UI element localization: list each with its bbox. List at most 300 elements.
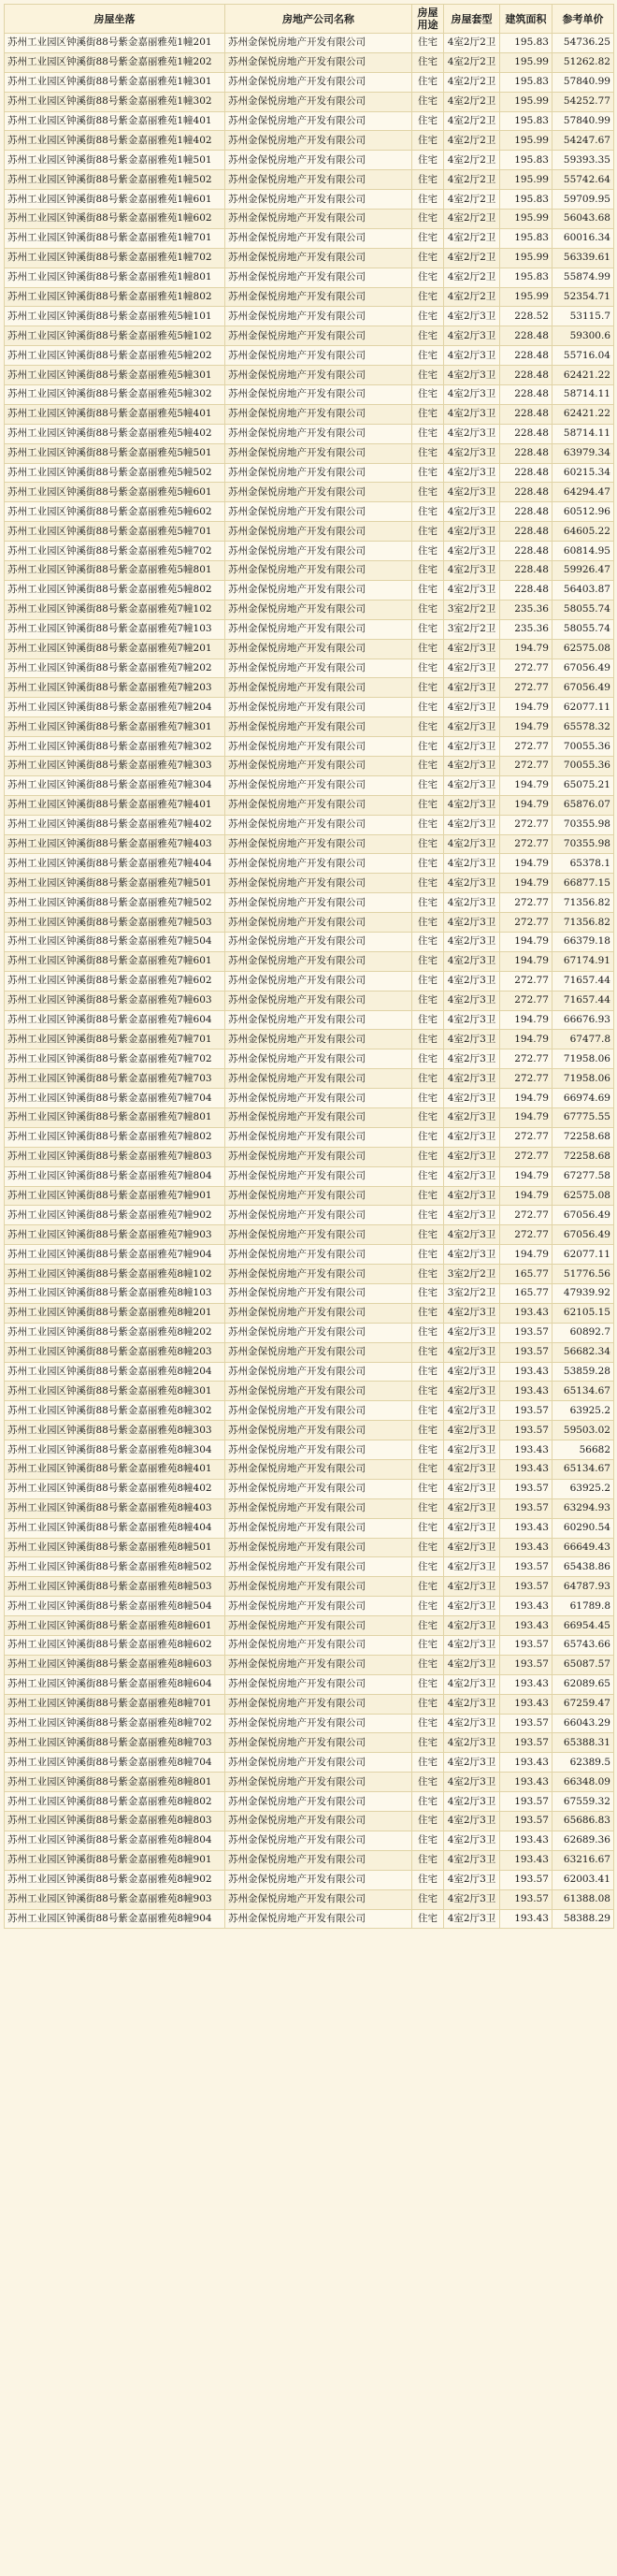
cell-layout: 4室2厅3卫 — [444, 443, 500, 463]
table-row — [5, 483, 614, 502]
table-row — [5, 1597, 614, 1616]
cell-company: 苏州金保悦房地产开发有限公司 — [225, 1889, 412, 1909]
cell-address: 苏州工业园区钟溪街88号紫金嘉丽雅苑8幢403 — [5, 1498, 225, 1518]
cell-unit-price: 62575.08 — [552, 639, 614, 658]
cell-usage: 住宅 — [412, 1616, 444, 1636]
cell-layout: 4室2厅3卫 — [444, 951, 500, 971]
cell-unit-price: 66954.45 — [552, 1616, 614, 1636]
cell-layout: 4室2厅3卫 — [444, 1538, 500, 1557]
cell-layout: 4室2厅3卫 — [444, 522, 500, 542]
cell-company: 苏州金保悦房地产开发有限公司 — [225, 658, 412, 678]
table-row — [5, 698, 614, 717]
cell-company: 苏州金保悦房地产开发有限公司 — [225, 170, 412, 190]
cell-usage: 住宅 — [412, 678, 444, 698]
cell-layout: 4室2厅3卫 — [444, 1557, 500, 1577]
cell-unit-price: 62421.22 — [552, 366, 614, 385]
cell-unit-price: 62077.11 — [552, 1245, 614, 1265]
cell-address: 苏州工业园区钟溪街88号紫金嘉丽雅苑7幢903 — [5, 1225, 225, 1245]
cell-company: 苏州金保悦房地产开发有限公司 — [225, 971, 412, 991]
cell-layout: 4室2厅2卫 — [444, 287, 500, 307]
cell-area: 195.99 — [500, 170, 552, 190]
cell-usage: 住宅 — [412, 502, 444, 522]
cell-unit-price: 71958.06 — [552, 1049, 614, 1069]
cell-address: 苏州工业园区钟溪街88号紫金嘉丽雅苑7幢301 — [5, 717, 225, 737]
table-row — [5, 600, 614, 619]
cell-usage: 住宅 — [412, 600, 444, 619]
cell-unit-price: 63216.67 — [552, 1850, 614, 1870]
cell-usage: 住宅 — [412, 1577, 444, 1597]
cell-address: 苏州工业园区钟溪街88号紫金嘉丽雅苑8幢802 — [5, 1792, 225, 1812]
cell-address: 苏州工业园区钟溪街88号紫金嘉丽雅苑7幢603 — [5, 991, 225, 1010]
cell-company: 苏州金保悦房地产开发有限公司 — [225, 1773, 412, 1792]
cell-address: 苏州工业园区钟溪街88号紫金嘉丽雅苑7幢704 — [5, 1089, 225, 1108]
cell-area: 193.43 — [500, 1538, 552, 1557]
cell-address: 苏州工业园区钟溪街88号紫金嘉丽雅苑5幢702 — [5, 542, 225, 561]
cell-address: 苏州工业园区钟溪街88号紫金嘉丽雅苑8幢901 — [5, 1850, 225, 1870]
table-row — [5, 228, 614, 248]
cell-area: 193.57 — [500, 1557, 552, 1577]
cell-unit-price: 60290.54 — [552, 1518, 614, 1538]
cell-address: 苏州工业园区钟溪街88号紫金嘉丽雅苑8幢502 — [5, 1557, 225, 1577]
cell-address: 苏州工业园区钟溪街88号紫金嘉丽雅苑1幢801 — [5, 268, 225, 287]
cell-usage: 住宅 — [412, 1674, 444, 1694]
cell-unit-price: 53115.7 — [552, 307, 614, 326]
cell-company: 苏州金保悦房地产开发有限公司 — [225, 522, 412, 542]
table-row — [5, 561, 614, 581]
cell-usage: 住宅 — [412, 1186, 444, 1206]
cell-address: 苏州工业园区钟溪街88号紫金嘉丽雅苑1幢701 — [5, 228, 225, 248]
cell-layout: 4室2厅2卫 — [444, 111, 500, 131]
cell-address: 苏州工业园区钟溪街88号紫金嘉丽雅苑5幢602 — [5, 502, 225, 522]
cell-usage: 住宅 — [412, 1225, 444, 1245]
cell-address: 苏州工业园区钟溪街88号紫金嘉丽雅苑7幢504 — [5, 932, 225, 951]
cell-area: 195.83 — [500, 34, 552, 53]
cell-usage: 住宅 — [412, 385, 444, 405]
cell-unit-price: 65876.07 — [552, 795, 614, 815]
cell-area: 195.99 — [500, 92, 552, 111]
cell-unit-price: 63294.93 — [552, 1498, 614, 1518]
table-row — [5, 1714, 614, 1733]
cell-usage: 住宅 — [412, 1753, 444, 1773]
cell-address: 苏州工业园区钟溪街88号紫金嘉丽雅苑8幢903 — [5, 1889, 225, 1909]
cell-layout: 4室2厅3卫 — [444, 1792, 500, 1812]
cell-company: 苏州金保悦房地产开发有限公司 — [225, 1010, 412, 1030]
cell-usage: 住宅 — [412, 971, 444, 991]
header-unit-price: 参考单价 — [552, 5, 614, 34]
table-row — [5, 52, 614, 72]
cell-area: 228.48 — [500, 463, 552, 483]
cell-area: 228.52 — [500, 307, 552, 326]
cell-area: 193.57 — [500, 1421, 552, 1440]
cell-unit-price: 63925.2 — [552, 1479, 614, 1498]
cell-unit-price: 65686.83 — [552, 1812, 614, 1831]
header-row — [5, 5, 614, 34]
cell-usage: 住宅 — [412, 1479, 444, 1498]
cell-layout: 4室2厅2卫 — [444, 170, 500, 190]
cell-address: 苏州工业园区钟溪街88号紫金嘉丽雅苑7幢901 — [5, 1186, 225, 1206]
cell-layout: 4室2厅2卫 — [444, 210, 500, 229]
cell-address: 苏州工业园区钟溪街88号紫金嘉丽雅苑8幢401 — [5, 1460, 225, 1480]
cell-company: 苏州金保悦房地产开发有限公司 — [225, 1597, 412, 1616]
cell-company: 苏州金保悦房地产开发有限公司 — [225, 210, 412, 229]
cell-address: 苏州工业园区钟溪街88号紫金嘉丽雅苑5幢101 — [5, 307, 225, 326]
cell-unit-price: 65075.21 — [552, 775, 614, 795]
table-row — [5, 1147, 614, 1166]
cell-layout: 4室2厅3卫 — [444, 1733, 500, 1753]
cell-usage: 住宅 — [412, 619, 444, 639]
cell-address: 苏州工业园区钟溪街88号紫金嘉丽雅苑5幢102 — [5, 326, 225, 346]
cell-unit-price: 58714.11 — [552, 424, 614, 443]
cell-unit-price: 67259.47 — [552, 1694, 614, 1714]
cell-layout: 4室2厅3卫 — [444, 1694, 500, 1714]
cell-usage: 住宅 — [412, 1166, 444, 1186]
cell-company: 苏州金保悦房地产开发有限公司 — [225, 1127, 412, 1147]
cell-company: 苏州金保悦房地产开发有限公司 — [225, 775, 412, 795]
cell-layout: 4室2厅3卫 — [444, 1498, 500, 1518]
table-body — [5, 34, 614, 1929]
cell-unit-price: 65438.86 — [552, 1557, 614, 1577]
cell-area: 193.43 — [500, 1909, 552, 1929]
cell-layout: 4室2厅3卫 — [444, 1382, 500, 1401]
cell-address: 苏州工业园区钟溪街88号紫金嘉丽雅苑8幢703 — [5, 1733, 225, 1753]
table-row — [5, 1577, 614, 1597]
cell-usage: 住宅 — [412, 1733, 444, 1753]
cell-company: 苏州金保悦房地产开发有限公司 — [225, 1909, 412, 1929]
cell-usage: 住宅 — [412, 874, 444, 893]
cell-unit-price: 62077.11 — [552, 698, 614, 717]
cell-usage: 住宅 — [412, 913, 444, 933]
cell-layout: 4室2厅3卫 — [444, 1166, 500, 1186]
cell-company: 苏州金保悦房地产开发有限公司 — [225, 1714, 412, 1733]
table-row — [5, 1303, 614, 1323]
cell-layout: 4室2厅3卫 — [444, 874, 500, 893]
cell-layout: 4室2厅3卫 — [444, 1010, 500, 1030]
table-row — [5, 522, 614, 542]
cell-company: 苏州金保悦房地产开发有限公司 — [225, 678, 412, 698]
cell-unit-price: 66649.43 — [552, 1538, 614, 1557]
table-row — [5, 1850, 614, 1870]
table-row — [5, 131, 614, 151]
cell-layout: 4室2厅3卫 — [444, 580, 500, 600]
cell-unit-price: 65378.1 — [552, 854, 614, 874]
cell-area: 272.77 — [500, 815, 552, 834]
cell-company: 苏州金保悦房地产开发有限公司 — [225, 1362, 412, 1382]
cell-layout: 4室2厅3卫 — [444, 1421, 500, 1440]
cell-area: 193.43 — [500, 1753, 552, 1773]
table-row — [5, 424, 614, 443]
cell-address: 苏州工业园区钟溪街88号紫金嘉丽雅苑8幢301 — [5, 1382, 225, 1401]
cell-layout: 4室2厅3卫 — [444, 1323, 500, 1342]
cell-area: 193.43 — [500, 1831, 552, 1850]
table-row — [5, 1166, 614, 1186]
cell-area: 272.77 — [500, 1225, 552, 1245]
cell-area: 228.48 — [500, 542, 552, 561]
cell-area: 193.57 — [500, 1792, 552, 1812]
cell-unit-price: 66043.29 — [552, 1714, 614, 1733]
cell-layout: 4室2厅3卫 — [444, 1616, 500, 1636]
cell-address: 苏州工业园区钟溪街88号紫金嘉丽雅苑7幢302 — [5, 737, 225, 757]
table-row — [5, 502, 614, 522]
cell-unit-price: 67277.58 — [552, 1166, 614, 1186]
cell-address: 苏州工业园区钟溪街88号紫金嘉丽雅苑7幢601 — [5, 951, 225, 971]
cell-unit-price: 71958.06 — [552, 1069, 614, 1089]
cell-company: 苏州金保悦房地产开发有限公司 — [225, 698, 412, 717]
cell-usage: 住宅 — [412, 1870, 444, 1889]
table-row — [5, 1186, 614, 1206]
cell-company: 苏州金保悦房地产开发有限公司 — [225, 1107, 412, 1127]
cell-address: 苏州工业园区钟溪街88号紫金嘉丽雅苑7幢604 — [5, 1010, 225, 1030]
cell-layout: 4室2厅3卫 — [444, 1889, 500, 1909]
cell-layout: 4室2厅3卫 — [444, 795, 500, 815]
table-row — [5, 874, 614, 893]
cell-area: 194.79 — [500, 932, 552, 951]
cell-usage: 住宅 — [412, 228, 444, 248]
cell-area: 272.77 — [500, 1049, 552, 1069]
cell-company: 苏州金保悦房地产开发有限公司 — [225, 463, 412, 483]
cell-usage: 住宅 — [412, 737, 444, 757]
cell-address: 苏州工业园区钟溪街88号紫金嘉丽雅苑5幢701 — [5, 522, 225, 542]
cell-layout: 3室2厅2卫 — [444, 1265, 500, 1284]
cell-usage: 住宅 — [412, 111, 444, 131]
cell-usage: 住宅 — [412, 580, 444, 600]
cell-usage: 住宅 — [412, 1636, 444, 1656]
cell-layout: 4室2厅3卫 — [444, 1107, 500, 1127]
cell-company: 苏州金保悦房地产开发有限公司 — [225, 385, 412, 405]
cell-layout: 4室2厅3卫 — [444, 1147, 500, 1166]
cell-usage: 住宅 — [412, 346, 444, 366]
cell-address: 苏州工业园区钟溪街88号紫金嘉丽雅苑8幢602 — [5, 1636, 225, 1656]
table-row — [5, 932, 614, 951]
cell-area: 193.57 — [500, 1733, 552, 1753]
cell-area: 194.79 — [500, 1107, 552, 1127]
cell-usage: 住宅 — [412, 834, 444, 854]
cell-company: 苏州金保悦房地产开发有限公司 — [225, 1206, 412, 1225]
table-row — [5, 1010, 614, 1030]
cell-company: 苏州金保悦房地产开发有限公司 — [225, 111, 412, 131]
cell-usage: 住宅 — [412, 1812, 444, 1831]
cell-unit-price: 65134.67 — [552, 1382, 614, 1401]
cell-area: 193.43 — [500, 1362, 552, 1382]
cell-company: 苏州金保悦房地产开发有限公司 — [225, 542, 412, 561]
table-row — [5, 34, 614, 53]
cell-layout: 4室2厅3卫 — [444, 1812, 500, 1831]
cell-unit-price: 64605.22 — [552, 522, 614, 542]
table-row — [5, 1382, 614, 1401]
cell-company: 苏州金保悦房地产开发有限公司 — [225, 1245, 412, 1265]
cell-unit-price: 66877.15 — [552, 874, 614, 893]
header-address: 房屋坐落 — [5, 5, 225, 34]
table-row — [5, 1674, 614, 1694]
cell-area: 228.48 — [500, 424, 552, 443]
cell-address: 苏州工业园区钟溪街88号紫金嘉丽雅苑5幢301 — [5, 366, 225, 385]
cell-company: 苏州金保悦房地产开发有限公司 — [225, 1636, 412, 1656]
cell-unit-price: 71657.44 — [552, 971, 614, 991]
cell-area: 228.48 — [500, 522, 552, 542]
cell-company: 苏州金保悦房地产开发有限公司 — [225, 1049, 412, 1069]
cell-usage: 住宅 — [412, 951, 444, 971]
table-row — [5, 1265, 614, 1284]
cell-usage: 住宅 — [412, 854, 444, 874]
cell-area: 194.79 — [500, 874, 552, 893]
cell-unit-price: 67056.49 — [552, 1206, 614, 1225]
cell-usage: 住宅 — [412, 366, 444, 385]
cell-address: 苏州工业园区钟溪街88号紫金嘉丽雅苑7幢902 — [5, 1206, 225, 1225]
cell-company: 苏州金保悦房地产开发有限公司 — [225, 1831, 412, 1850]
cell-unit-price: 63925.2 — [552, 1401, 614, 1421]
cell-layout: 4室2厅3卫 — [444, 1674, 500, 1694]
cell-company: 苏州金保悦房地产开发有限公司 — [225, 1225, 412, 1245]
cell-layout: 4室2厅3卫 — [444, 971, 500, 991]
cell-layout: 4室2厅3卫 — [444, 1850, 500, 1870]
cell-company: 苏州金保悦房地产开发有限公司 — [225, 932, 412, 951]
table-row — [5, 1792, 614, 1812]
cell-address: 苏州工业园区钟溪街88号紫金嘉丽雅苑7幢404 — [5, 854, 225, 874]
cell-area: 195.83 — [500, 151, 552, 170]
cell-layout: 4室2厅3卫 — [444, 1049, 500, 1069]
cell-area: 193.43 — [500, 1850, 552, 1870]
cell-layout: 4室2厅3卫 — [444, 756, 500, 775]
cell-area: 193.43 — [500, 1382, 552, 1401]
table-row — [5, 463, 614, 483]
cell-unit-price: 62003.41 — [552, 1870, 614, 1889]
cell-usage: 住宅 — [412, 1460, 444, 1480]
cell-unit-price: 67056.49 — [552, 658, 614, 678]
cell-address: 苏州工业园区钟溪街88号紫金嘉丽雅苑1幢301 — [5, 72, 225, 92]
cell-company: 苏州金保悦房地产开发有限公司 — [225, 1792, 412, 1812]
cell-usage: 住宅 — [412, 717, 444, 737]
cell-unit-price: 58055.74 — [552, 600, 614, 619]
cell-area: 193.57 — [500, 1342, 552, 1362]
cell-layout: 4室2厅3卫 — [444, 854, 500, 874]
table-row — [5, 1089, 614, 1108]
cell-layout: 4室2厅2卫 — [444, 151, 500, 170]
cell-layout: 4室2厅3卫 — [444, 893, 500, 913]
cell-usage: 住宅 — [412, 815, 444, 834]
cell-area: 193.57 — [500, 1812, 552, 1831]
cell-usage: 住宅 — [412, 131, 444, 151]
cell-address: 苏州工业园区钟溪街88号紫金嘉丽雅苑1幢702 — [5, 248, 225, 268]
cell-area: 194.79 — [500, 795, 552, 815]
table-row — [5, 1049, 614, 1069]
cell-unit-price: 62575.08 — [552, 1186, 614, 1206]
cell-area: 228.48 — [500, 561, 552, 581]
cell-unit-price: 72258.68 — [552, 1147, 614, 1166]
cell-usage: 住宅 — [412, 658, 444, 678]
cell-unit-price: 54247.67 — [552, 131, 614, 151]
cell-company: 苏州金保悦房地产开发有限公司 — [225, 1557, 412, 1577]
table-row — [5, 151, 614, 170]
cell-layout: 4室2厅3卫 — [444, 307, 500, 326]
cell-usage: 住宅 — [412, 1440, 444, 1460]
cell-area: 193.57 — [500, 1889, 552, 1909]
cell-area: 195.99 — [500, 52, 552, 72]
cell-usage: 住宅 — [412, 1010, 444, 1030]
cell-area: 272.77 — [500, 658, 552, 678]
cell-area: 193.57 — [500, 1401, 552, 1421]
cell-unit-price: 63979.34 — [552, 443, 614, 463]
cell-address: 苏州工业园区钟溪街88号紫金嘉丽雅苑1幢602 — [5, 210, 225, 229]
cell-address: 苏州工业园区钟溪街88号紫金嘉丽雅苑8幢503 — [5, 1577, 225, 1597]
table-row — [5, 1812, 614, 1831]
table-row — [5, 1362, 614, 1382]
cell-layout: 4室2厅3卫 — [444, 834, 500, 854]
cell-layout: 4室2厅3卫 — [444, 698, 500, 717]
cell-address: 苏州工业园区钟溪街88号紫金嘉丽雅苑8幢304 — [5, 1440, 225, 1460]
cell-layout: 4室2厅2卫 — [444, 72, 500, 92]
cell-unit-price: 67477.8 — [552, 1030, 614, 1049]
table-row — [5, 775, 614, 795]
cell-company: 苏州金保悦房地产开发有限公司 — [225, 1342, 412, 1362]
cell-address: 苏州工业园区钟溪街88号紫金嘉丽雅苑7幢403 — [5, 834, 225, 854]
cell-unit-price: 58055.74 — [552, 619, 614, 639]
cell-address: 苏州工业园区钟溪街88号紫金嘉丽雅苑5幢202 — [5, 346, 225, 366]
cell-company: 苏州金保悦房地产开发有限公司 — [225, 483, 412, 502]
cell-layout: 4室2厅3卫 — [444, 1655, 500, 1674]
cell-unit-price: 70055.36 — [552, 756, 614, 775]
cell-unit-price: 64787.93 — [552, 1577, 614, 1597]
cell-address: 苏州工业园区钟溪街88号紫金嘉丽雅苑1幢402 — [5, 131, 225, 151]
cell-address: 苏州工业园区钟溪街88号紫金嘉丽雅苑8幢804 — [5, 1831, 225, 1850]
cell-layout: 4室2厅3卫 — [444, 658, 500, 678]
cell-area: 272.77 — [500, 678, 552, 698]
table-row — [5, 1069, 614, 1089]
cell-company: 苏州金保悦房地产开发有限公司 — [225, 1147, 412, 1166]
cell-usage: 住宅 — [412, 151, 444, 170]
table-row — [5, 580, 614, 600]
table-row — [5, 834, 614, 854]
cell-unit-price: 47939.92 — [552, 1284, 614, 1304]
cell-company: 苏州金保悦房地产开发有限公司 — [225, 1284, 412, 1304]
cell-layout: 4室2厅3卫 — [444, 1909, 500, 1929]
cell-address: 苏州工业园区钟溪街88号紫金嘉丽雅苑8幢702 — [5, 1714, 225, 1733]
cell-unit-price: 70355.98 — [552, 815, 614, 834]
cell-usage: 住宅 — [412, 72, 444, 92]
cell-address: 苏州工业园区钟溪街88号紫金嘉丽雅苑5幢401 — [5, 404, 225, 424]
cell-company: 苏州金保悦房地产开发有限公司 — [225, 1401, 412, 1421]
table-row — [5, 854, 614, 874]
cell-usage: 住宅 — [412, 756, 444, 775]
header-layout: 房屋套型 — [444, 5, 500, 34]
cell-company: 苏州金保悦房地产开发有限公司 — [225, 424, 412, 443]
cell-company: 苏州金保悦房地产开发有限公司 — [225, 131, 412, 151]
table-row — [5, 1909, 614, 1929]
cell-area: 193.43 — [500, 1460, 552, 1480]
cell-company: 苏州金保悦房地产开发有限公司 — [225, 287, 412, 307]
cell-area: 228.48 — [500, 502, 552, 522]
cell-layout: 3室2厅2卫 — [444, 619, 500, 639]
cell-usage: 住宅 — [412, 1401, 444, 1421]
cell-usage: 住宅 — [412, 1889, 444, 1909]
cell-address: 苏州工业园区钟溪街88号紫金嘉丽雅苑1幢201 — [5, 34, 225, 53]
cell-company: 苏州金保悦房地产开发有限公司 — [225, 1166, 412, 1186]
table-row — [5, 1206, 614, 1225]
cell-address: 苏州工业园区钟溪街88号紫金嘉丽雅苑8幢801 — [5, 1773, 225, 1792]
cell-company: 苏州金保悦房地产开发有限公司 — [225, 1850, 412, 1870]
cell-company: 苏州金保悦房地产开发有限公司 — [225, 502, 412, 522]
cell-usage: 住宅 — [412, 698, 444, 717]
cell-address: 苏州工业园区钟溪街88号紫金嘉丽雅苑1幢601 — [5, 190, 225, 210]
cell-address: 苏州工业园区钟溪街88号紫金嘉丽雅苑7幢802 — [5, 1127, 225, 1147]
table-row — [5, 326, 614, 346]
cell-area: 195.99 — [500, 131, 552, 151]
cell-usage: 住宅 — [412, 34, 444, 53]
cell-layout: 4室2厅3卫 — [444, 1773, 500, 1792]
cell-address: 苏州工业园区钟溪街88号紫金嘉丽雅苑1幢802 — [5, 287, 225, 307]
cell-unit-price: 67174.91 — [552, 951, 614, 971]
cell-area: 195.99 — [500, 248, 552, 268]
cell-unit-price: 66348.09 — [552, 1773, 614, 1792]
table-row — [5, 1733, 614, 1753]
